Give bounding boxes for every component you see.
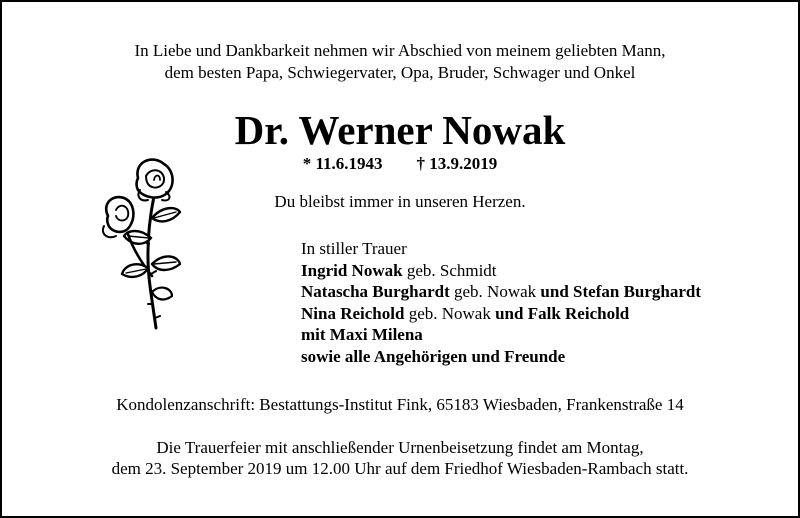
funeral-service-info bbox=[2, 437, 798, 479]
deceased-name: Dr. Werner Nowak bbox=[234, 107, 566, 153]
death-date: † 13.9.2019 bbox=[416, 154, 498, 173]
mourner-line: Nina Reichold geb. Nowak und Falk Reichold bbox=[301, 303, 630, 323]
mourners-list bbox=[301, 238, 701, 367]
birth-date: * 11.6.1943 bbox=[302, 154, 383, 173]
mourning-heading: In stiller Trauer bbox=[301, 239, 407, 258]
mourner-line: Ingrid Nowak geb. Schmidt bbox=[301, 260, 497, 280]
intro-line-1: In Liebe und Dankbarkeit nehmen wir Abschied von meinem geliebten Mann, bbox=[134, 41, 666, 60]
intro-text bbox=[2, 40, 798, 84]
mourner-line: sowie alle Angehörigen und Freunde bbox=[301, 346, 566, 366]
service-line-1: Die Trauerfeier mit anschließender Urnenbeisetzung findet am Montag, bbox=[156, 438, 644, 457]
mourner-line: mit Maxi Milena bbox=[301, 325, 423, 344]
intro-line-2: dem besten Papa, Schwiegervater, Opa, Bruder, Schwager und Onkel bbox=[164, 63, 636, 82]
rose-icon bbox=[94, 156, 194, 332]
condolence-address: Kondolenzanschrift: Bestattungs-Institut Fink, 65183 Wiesbaden, Frankenstraße 14 bbox=[116, 395, 684, 414]
service-line-2: dem 23. September 2019 um 12.00 Uhr auf dem Friedhof Wiesbaden-Rambach statt. bbox=[111, 459, 689, 478]
mourner-line: Natascha Burghardt geb. Nowak und Stefan Burghardt bbox=[301, 282, 702, 301]
motto: Du bleibst immer in unseren Herzen. bbox=[274, 192, 526, 211]
